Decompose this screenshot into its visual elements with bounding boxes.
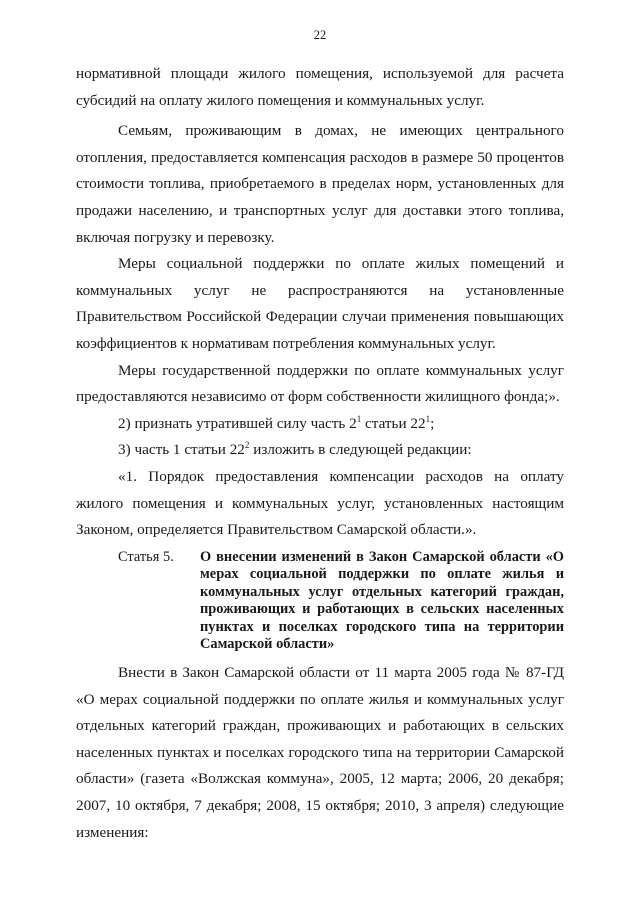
paragraph-new-wording: «1. Порядок предоставления компенсации расходов на оплату жилого помещения и коммунальных услуг, установленных настоящим Законом, определяется Правительством Самарской области.». <box>76 467 564 539</box>
paragraph-amendments: Внести в Закон Самарской области от 11 марта 2005 года № 87-ГД «О мерах социальной поддержки по оплате жилья и коммунальных услуг отдельных категорий граждан, проживающих и работающих в сельских населенных пунктах и поселках городского типа на территории Самарской области» (газета «Волжская коммуна», 2005, 12 марта; 2006, 20 декабря; 2007, 10 октября, 7 декабря; 2008, 15 октября; 2010, 3 апреля) следующие изменения: <box>76 664 564 841</box>
article-label: Статья 5. <box>118 549 174 565</box>
paragraph-continuation: нормативной площади жилого помещения, используемой для расчета субсидий на оплату жилого помещения и коммунальных услуг. <box>76 65 564 109</box>
paragraph-fuel-compensation: Семьям, проживающим в домах, не имеющих центрального отопления, предоставляется компенсация расходов в размере 50 процентов стоимости топлива, приобретаемого в пределах норм, установленных для продажи населению, и транспортных услуг для доставки этого топлива, включая погрузку и перевозку. <box>76 122 564 246</box>
paragraph-state-support: Меры государственной поддержки по оплате коммунальных услуг предоставляются независимо от форм собственности жилищного фонда;». <box>76 361 564 406</box>
article-title: О внесении изменений в Закон Самарской области «О мерах социальной поддержки по оплате жилья и коммунальных услуг отдельных категорий граждан, проживающих и работающих в сельских населенных пунктах и поселках городского типа на территории Самарской области» <box>200 549 564 653</box>
body-text-bottom <box>76 660 564 846</box>
paragraph-item-2: 2) признать утратившей силу часть $2^1$ статьи $22^1$; <box>118 413 435 432</box>
paragraph-support-exclusions: Меры социальной поддержки по оплате жилых помещений и коммунальных услуг не распространяются на установленные Правительством Российской Федерации случаи применения повышающих коэффициентов к нормативам потребления коммунальных услуг. <box>76 255 564 352</box>
page-number: 22 <box>313 28 327 42</box>
paragraph-item-3: 3) часть 1 статьи $22^2$ изложить в следующей редакции: <box>118 440 472 459</box>
body-text-top <box>76 61 564 544</box>
article-heading <box>118 549 564 653</box>
